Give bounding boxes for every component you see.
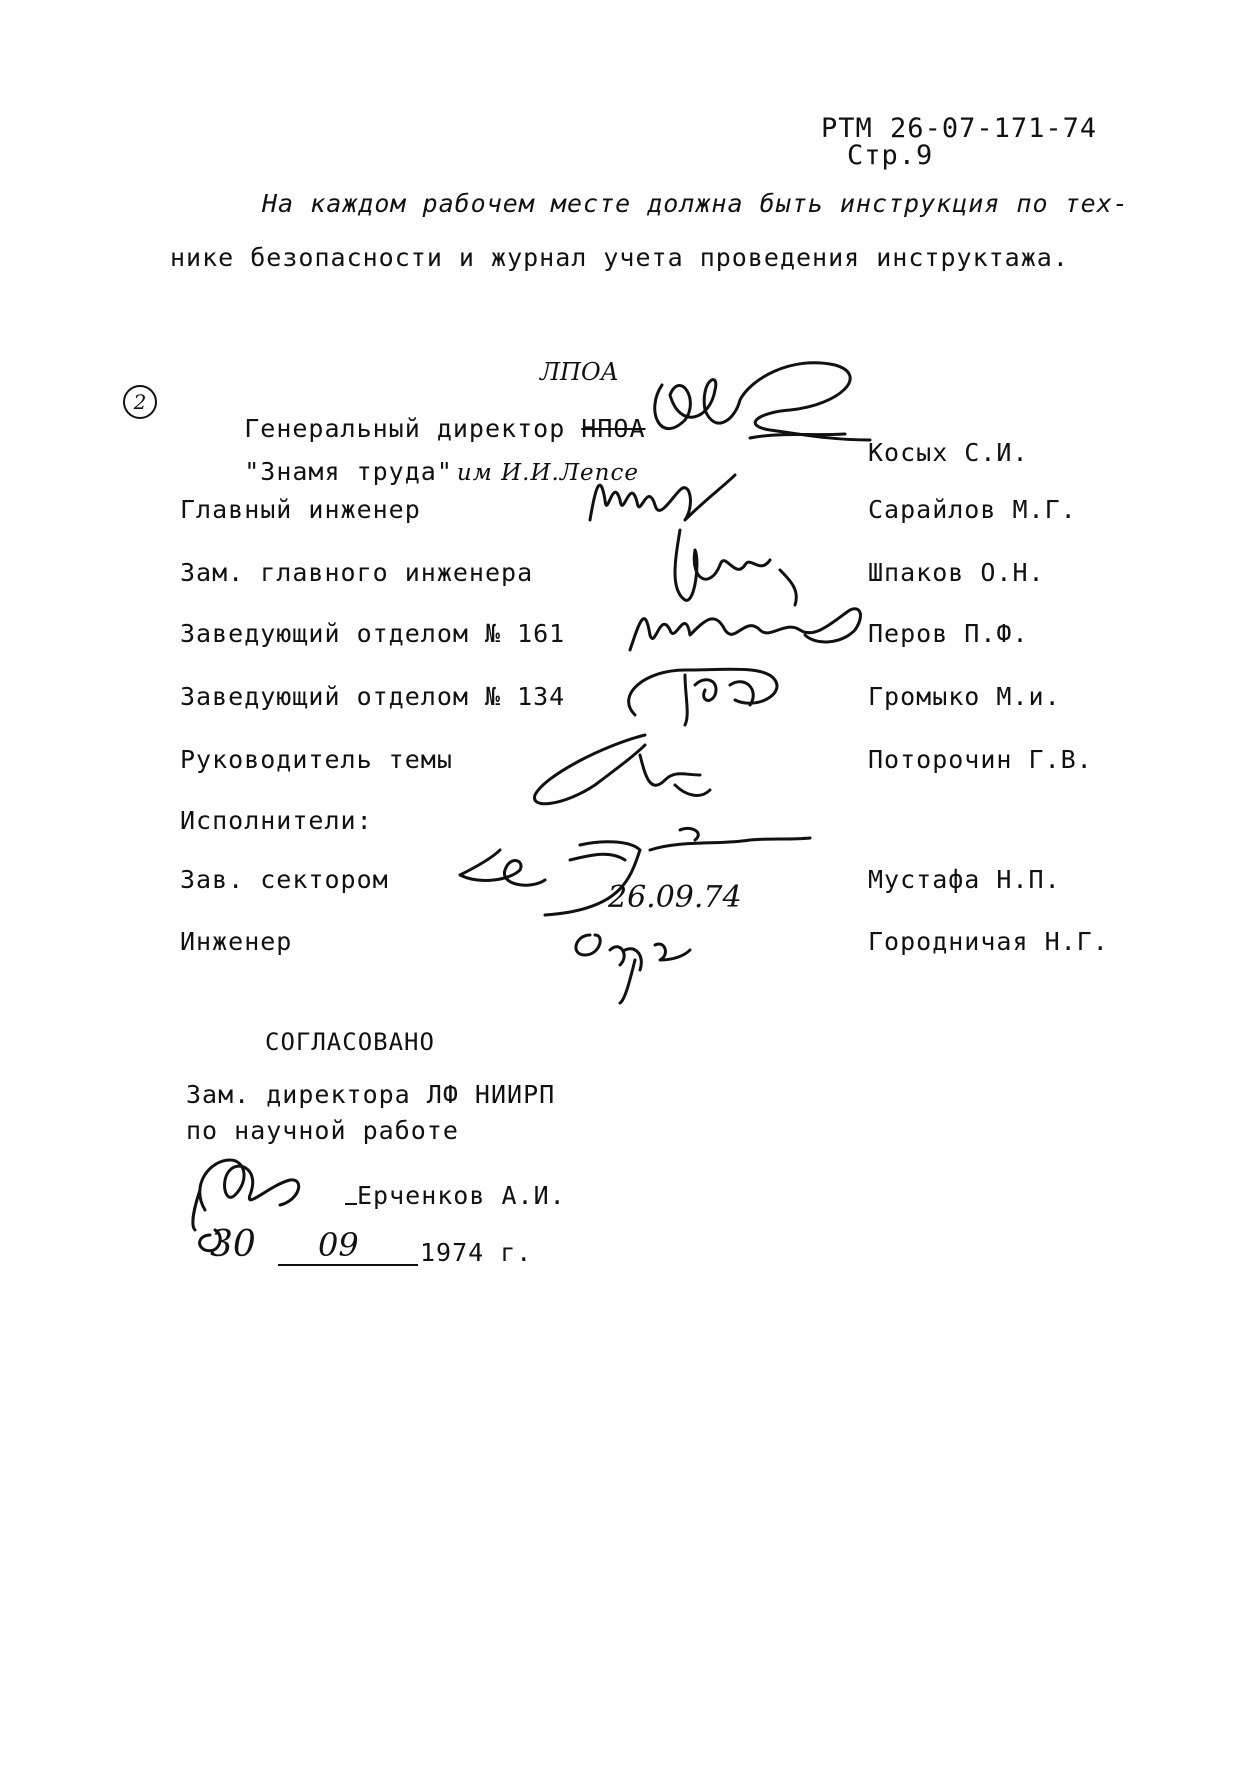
signature-engineer [565, 915, 715, 1005]
handwritten-date: 26.09.74 [608, 880, 742, 915]
performers-heading: Исполнители: [180, 806, 373, 835]
page-header [752, 88, 1097, 196]
role-general-director-line2: "Знамя труда" им И.И.Лепсе [244, 457, 639, 486]
role-head-sector: Зав. сектором [180, 865, 389, 894]
struck-npoa: НПОА [581, 414, 646, 443]
role-head-dept-134: Заведующий отделом № 134 [180, 682, 566, 711]
approval-month: 09 [318, 1226, 359, 1264]
approval-line-1: Зам. директора ЛФ НИИРП [186, 1080, 556, 1109]
handwritten-insert-lpoa: ЛПОА [540, 358, 619, 386]
month-underline [278, 1264, 418, 1266]
approval-year: 1974 г. [420, 1238, 533, 1267]
role-general-director: Генеральный директор НПОА [244, 414, 646, 443]
name-potorochin: Поторочин Г.В. [868, 745, 1093, 774]
role-chief-engineer: Главный инженер [180, 495, 421, 524]
handwritten-lepse: им И.И.Лепсе [456, 460, 639, 486]
role-head-dept-161: Заведующий отделом № 161 [180, 619, 566, 648]
role-theme-lead: Руководитель темы [180, 745, 453, 774]
signature-head-dept-161 [625, 590, 875, 660]
approval-signer: Ерченков А.И. [357, 1181, 566, 1210]
role-deputy-chief-engineer: Зам. главного инженера [180, 558, 534, 587]
name-kosykh: Косых С.И. [868, 438, 1029, 467]
signature-theme-lead [525, 725, 725, 815]
name-perov: Перов П.Ф. [868, 619, 1029, 648]
approval-heading: СОГЛАСОВАНО [265, 1028, 435, 1056]
doc-reference: РТМ 26-07-171-74 [821, 113, 1098, 144]
role-engineer: Инженер [180, 927, 293, 956]
name-gorodnichaya: Городничая Н.Г. [868, 927, 1109, 956]
signature-head-dept-134 [615, 655, 795, 730]
approval-day: 30 [210, 1224, 256, 1265]
intro-line-1: На каждом рабочем месте должна быть инструкция по тех- [262, 189, 1129, 218]
signature-general-director [640, 350, 880, 460]
name-shpakov: Шпаков О.Н. [868, 558, 1045, 587]
name-mustafa: Мустафа Н.П. [868, 865, 1061, 894]
name-sarailov: Сарайлов М.Г. [868, 495, 1077, 524]
name-gromyko: Громыко М.и. [868, 682, 1061, 711]
page-number: Стр.9 [847, 140, 934, 171]
signature-underline [345, 1203, 357, 1205]
approval-line-2: по научной работе [186, 1116, 459, 1145]
circled-marker: 2 [123, 385, 157, 419]
intro-line-2: нике безопасности и журнал учета проведения инструктажа. [170, 243, 1069, 272]
